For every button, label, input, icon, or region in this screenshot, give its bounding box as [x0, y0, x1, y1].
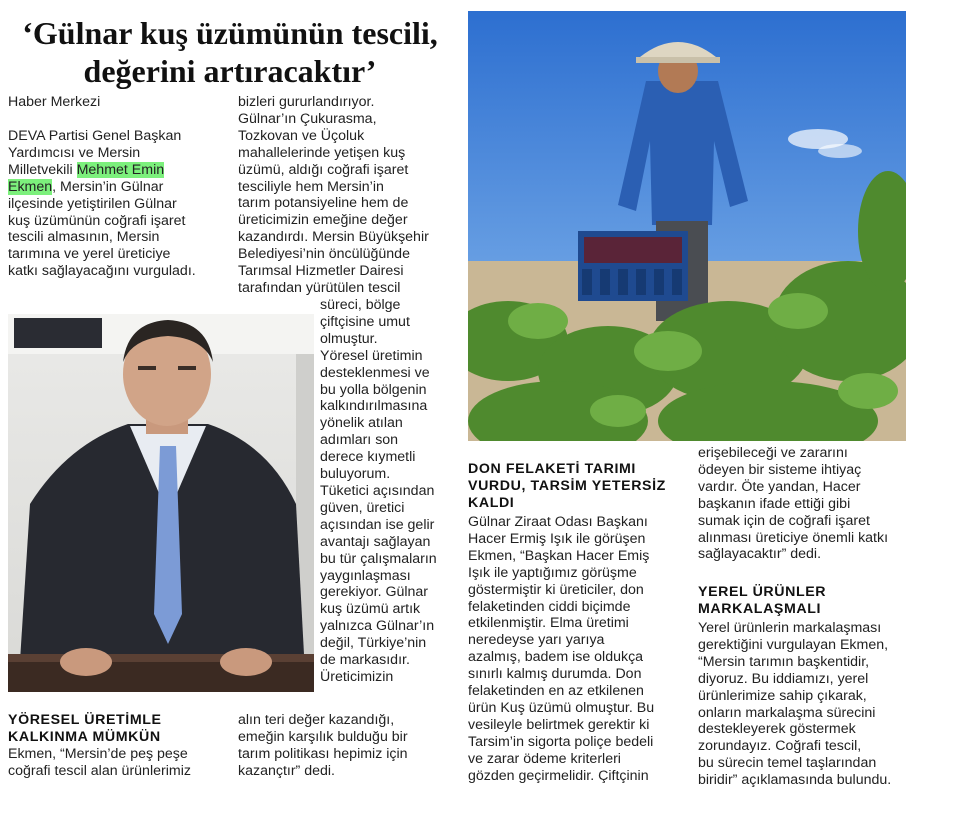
column-2-top-paragraph: bizleri gururlandırıyor. Gülnar’ın Çukurasma, Tozkovan ve Üçoluk mahallelerinde yetişen kuş üzümü, aldığı coğrafi işaret tesciliyle hem Mersin’in tarım potansiyeline hem de üreticimizin emeğine değer kazandırdı. Mersin Büyükşehir Belediyesi’nin öncülüğünde Tarımsal Hizmetler Dairesi tarafından yürütülen tescil — [238, 94, 429, 296]
subhead-yoresel: YÖRESEL ÜRETİMLE KALKINMA MÜMKÜN — [8, 712, 162, 745]
highlighted-name-first: Mehmet Emin — [76, 161, 165, 178]
intro-text-before: DEVA Partisi Genel Başkan Yardımcısı ve Mersin Milletvekili — [8, 128, 182, 178]
headline — [0, 14, 460, 90]
column-1-intro — [8, 128, 230, 280]
intro-text-after: , Mersin’in Gülnar ilçesinde yetiştirilen Gülnar kuş üzümünün coğrafi işaret tescili almasının, Mersin tarımına ve yerel üreticiye katkı sağlayacağını vurguladı. — [8, 178, 196, 280]
column-1-end — [8, 746, 230, 780]
column-4-top — [698, 445, 920, 563]
column-3 — [468, 514, 690, 785]
column-4-bottom-paragraph: Yerel ürünlerin markalaşması gerektiğini vurgulayan Ekmen, “Mersin tarımın başkentidir, diyoruz. Bu iddiamızı, yerel ürünlerimize sahip çıkarak, onların markalaşma sürecini destekleyerek göstermek zorundayız. Coğrafi tescil, bu sürecin temel taşlarından biridir” açıklamasında bulundu. — [698, 620, 892, 789]
politician-photo-icon — [8, 314, 314, 692]
column-4-bottom — [698, 620, 920, 789]
harvest-photo — [468, 11, 906, 441]
harvest-photo-icon — [468, 11, 906, 441]
column-4-top-paragraph: erişebileceği ve zararını ödeyen bir sisteme ihtiyaç vardır. Öte yandan, Hacer başkanın ifade ettiği gibi sumak için de coğrafi işaret alınması üreticiye önemli katkı sağlayacaktır” dedi. — [698, 445, 889, 563]
byline: Haber Merkezi — [8, 94, 101, 110]
column-1-end-paragraph: Ekmen, “Mersin’de peş peşe coğrafi tescil alan ürünlerimiz — [8, 746, 191, 779]
politician-photo — [8, 314, 314, 692]
subhead-don-felaketi: DON FELAKETİ TARIMI VURDU, TARSİM YETERSİZ KALDI — [468, 461, 666, 511]
highlighted-name-last: Ekmen — [8, 178, 53, 195]
column-2-bottom-paragraph: alın teri değer kazandığı, emeğin karşılık bulduğu bir tarım politikası hepimiz için kazançtır” dedi. — [238, 712, 408, 779]
column-3-paragraph: Gülnar Ziraat Odası Başkanı Hacer Ermiş Işık ile görüşen Ekmen, “Başkan Hacer Emiş Işık ile yaptığımız görüşme göstermiştir ki üreticiler, don felaketinden ciddi biçimde etkilenmiştir. Elma üretimi neredeyse yarı yarıya azalmış, badem ise oldukça sınırlı kalmış durumda. Don felaketinden en az etkilenen ürün Kuş üzümü olmuştur. Bu vesileyle belirtmek gerektir ki Tarsim’in sigorta poliçe bedeli ve zarar ödeme kriterleri gözden geçirmelidir. Çiftçinin — [468, 514, 655, 784]
headline-line-1: ‘Gülnar kuş üzümünün tescili, — [22, 15, 438, 51]
intro-paragraph — [8, 128, 230, 280]
column-2-top — [238, 94, 460, 297]
column-2-narrow-paragraph: süreci, bölge çiftçisine umut olmuştur. Yöresel üretimin desteklenmesi ve bu yolla bölgenin kalkındırılmasına yönelik atılan adımları son derece kıymetli buluyorum. Tüketici açısından güven, üretici açısından ise gelir avantajı sağlayan bu tür çalışmaların yaygınlaşması gerekiyor. Gülnar kuş üzümü artık yalnızca Gülnar’ın değil, Türkiye’nin de markasıdır. Üreticimizin — [320, 297, 437, 685]
column-2-bottom — [238, 712, 460, 780]
subhead-yerel-urunler: YEREL ÜRÜNLER MARKALAŞMALI — [698, 584, 827, 617]
column-2-narrow — [320, 297, 460, 686]
headline-line-2: değerini artıracaktır’ — [83, 53, 377, 89]
